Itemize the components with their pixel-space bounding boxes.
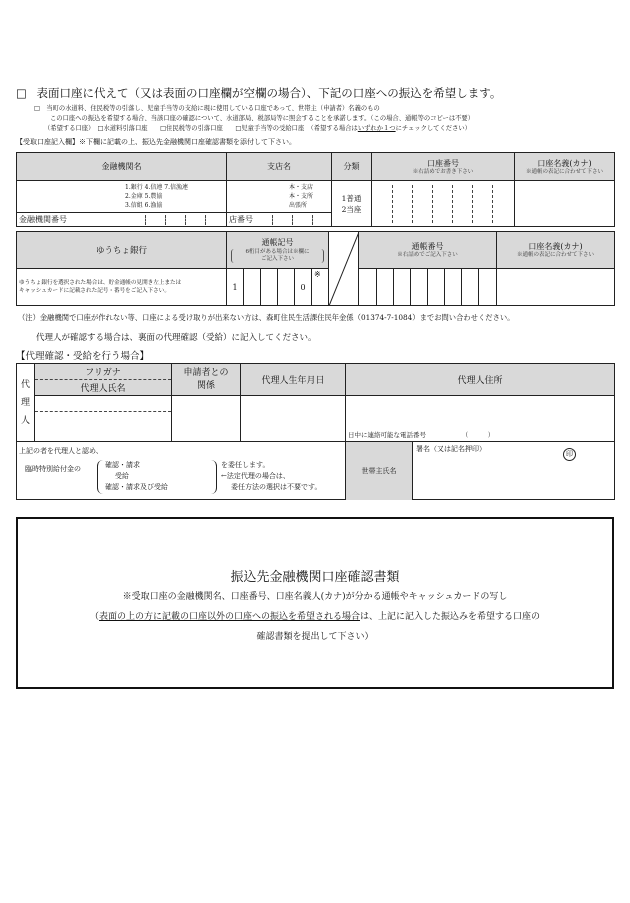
delegation-intro: 上記の者を代理人と認め、	[19, 447, 103, 455]
signature-label: 署名（又は記名押印）	[416, 445, 486, 453]
col-account-number-label: 口座番号	[427, 158, 459, 168]
col-bank-name: 金融機関名	[17, 153, 227, 181]
branch-name-field[interactable]	[227, 181, 332, 227]
birth-field[interactable]	[241, 396, 346, 442]
header-checkbox[interactable]: □	[16, 86, 27, 100]
account-type-1: 1普通	[341, 193, 362, 203]
proxy-side-label-3: 人	[20, 415, 30, 426]
confirm-box-line-2-suffix: は、上記に記入した振込みを希望する口座の	[360, 612, 541, 622]
yucho-col-number	[359, 232, 497, 269]
yucho-number-divider-5	[444, 269, 445, 306]
proxy-heading: 【代理確認・受給を行う場合】	[16, 351, 150, 362]
bank-account-table	[16, 152, 615, 227]
confirm-box-line-2	[18, 609, 612, 622]
yucho-number-divider-1	[376, 269, 377, 306]
yucho-asterisk: ※	[314, 270, 321, 279]
confirm-box-line-1: ※受取口座の金融機関名、口座番号、口座名義人(カナ)が分かる通帳やキャッシュカードの写し	[122, 592, 508, 602]
yucho-number-divider-2	[393, 269, 394, 306]
note-line-1: □ 当町の水道料、住民税等の引落し、児童手当等の支給に現に使用している口座であって、世帯主（申請者）名義のもの	[34, 105, 380, 112]
branch-code-row[interactable]	[227, 212, 331, 226]
yucho-number-field[interactable]	[359, 269, 497, 306]
proxy-side-label-1: 代	[20, 379, 30, 390]
bank-name-field[interactable]	[17, 181, 227, 227]
yucho-number-divider-7	[478, 269, 479, 306]
account-holder-field[interactable]	[515, 181, 615, 227]
yucho-number-divider-6	[461, 269, 462, 306]
account-type-2: 2当座	[341, 204, 362, 214]
account-digit-divider-2	[412, 185, 413, 223]
yucho-diagonal-cell	[329, 232, 359, 306]
phone-label: 日中に連絡可能な電話番号 （ ）	[348, 431, 495, 439]
footnote-line-1: （注）金融機関で口座が作れない等、口座による受け取りが出来ない方は、森町住民生活課住民年金係（01374-7-1084）までお問い合わせください。	[18, 313, 515, 322]
col-account-number	[372, 153, 515, 181]
yucho-symbol-digit-2[interactable]	[244, 269, 261, 306]
bank-code-divider-4	[205, 215, 206, 225]
yucho-col-holder-label: 口座名義(カナ)	[528, 242, 583, 251]
bank-code-label: 金融機関番号	[19, 215, 67, 224]
account-digit-divider-4	[452, 185, 453, 223]
col-account-number-note: ※右詰めでお書き下さい	[412, 168, 474, 175]
furigana-label: フリガナ	[35, 364, 172, 380]
yucho-bank-label: ゆうちょ銀行	[17, 232, 227, 269]
account-digit-divider-1	[392, 185, 393, 223]
account-type-field[interactable]	[332, 181, 372, 227]
bank-code-divider-3	[185, 215, 186, 225]
note-line-2: この口座への振込を希望する場合、当該口座の確認について、水道部局、税部局等に照会することを承諾します。（この場合、通帳等のコピーは不要）	[50, 115, 475, 122]
note-line-3	[44, 123, 471, 132]
confirm-box-line-2-prefix: （	[89, 612, 99, 622]
address-field[interactable]	[346, 396, 615, 442]
header-title	[16, 85, 501, 101]
proxy-name-field[interactable]	[35, 412, 172, 442]
head-of-household-label: 世帯主氏名	[346, 442, 413, 500]
yucho-table	[16, 231, 615, 306]
furigana-field[interactable]	[35, 396, 172, 412]
yucho-number-divider-4	[427, 269, 428, 306]
confirm-document-box	[16, 517, 614, 689]
col-branch-name: 支店名	[227, 153, 332, 181]
receive-account-heading: 【受取口座記入欄】※下欄に記載の上、振込先金融機関口座確認書類を添付して下さい。	[16, 138, 296, 146]
branch-types-2: 本・支所	[289, 193, 314, 200]
bank-types-1: 1.銀行 4.信連 7.信漁連	[125, 184, 188, 191]
bank-code-row[interactable]	[17, 212, 226, 226]
yucho-symbol-digit-5[interactable]: 0	[295, 269, 312, 306]
account-digit-divider-5	[472, 185, 473, 223]
diagonal-slash	[329, 232, 359, 306]
note-line-3-underlined: いずれか１つ	[357, 125, 396, 132]
yucho-col-symbol-label: 通帳記号	[261, 237, 294, 247]
yucho-symbol-digit-1[interactable]: 1	[227, 269, 244, 306]
branch-code-divider-2	[292, 215, 293, 225]
branch-types-3: 出張所	[289, 202, 308, 209]
col-type: 分類	[332, 153, 372, 181]
relation-field[interactable]	[172, 396, 241, 442]
note-line-3-suffix: にチェックしてください）	[395, 125, 471, 132]
bank-types-2: 2.金庫 5.農協	[125, 193, 163, 200]
yucho-symbol-digit-3[interactable]	[261, 269, 278, 306]
proxy-table	[16, 363, 615, 500]
yucho-col-holder	[497, 232, 615, 269]
account-number-field[interactable]	[372, 181, 515, 227]
yucho-col-symbol-note: 6桁目がある場合は※欄に ご記入下さい	[231, 249, 324, 263]
yucho-symbol-digit-4[interactable]	[278, 269, 295, 306]
delegation-option-3[interactable]: 確認・請求及び受給	[105, 483, 168, 491]
delegation-text-2: ←法定代理の場合は、	[221, 472, 290, 480]
yucho-holder-field[interactable]	[497, 269, 615, 306]
yucho-col-number-label: 通帳番号	[411, 242, 444, 251]
confirm-box-line-2-underlined: 表面の上の方に記載の口座以外の口座への振込を希望される場合	[98, 612, 360, 622]
bank-types-3: 3.信組 6.漁協	[125, 202, 163, 209]
bank-code-divider-2	[165, 215, 166, 225]
proxy-side-label	[17, 364, 35, 442]
confirm-box-title: 振込先金融機関口座確認書類	[230, 570, 400, 585]
yucho-col-holder-note: ※通帳の表記に合わせて下さい	[517, 252, 595, 258]
branch-code-label: 店番号	[229, 215, 253, 224]
yucho-symbol-digit-6[interactable]	[312, 269, 329, 306]
yucho-note: ゆうちょ銀行を選択された場合は、貯金通帳の見開き左上または キャッシュカードに記載された記号・番号をご記入下さい。	[17, 269, 227, 306]
address-label: 代理人住所	[346, 364, 615, 396]
signature-field[interactable]	[416, 456, 606, 496]
birth-label: 代理人生年月日	[241, 364, 346, 396]
proxy-name-label: 代理人氏名	[35, 380, 172, 396]
branch-code-divider-3	[312, 215, 313, 225]
delegation-option-2[interactable]: 受給	[115, 472, 129, 480]
delegation-option-1[interactable]: 確認・請求	[105, 461, 140, 469]
note-line-3-prefix: （希望する口座） □水道料引落口座 □住民税等の引落口座 □児童手当等の受給口座 （希望する場合は	[44, 125, 358, 132]
delegation-text-1: を委任します。	[221, 461, 270, 469]
delegation-area	[17, 442, 346, 500]
branch-code-divider-1	[272, 215, 273, 225]
account-digit-divider-6	[492, 185, 493, 223]
head-of-household-area	[346, 442, 615, 500]
bank-code-divider-1	[145, 215, 146, 225]
branch-types-1: 本・支店	[289, 184, 314, 191]
delegation-text-3: 委任方法の選択は不要です。	[231, 483, 322, 491]
seal-icon: 印	[563, 448, 576, 461]
confirm-box-line-3: 確認書類を提出して下さい）	[256, 632, 374, 642]
yucho-number-divider-3	[410, 269, 411, 306]
delegation-benefit-prefix: 臨時特別給付金の	[25, 465, 81, 473]
col-account-holder-label: 口座名義(カナ)	[537, 158, 592, 168]
yucho-col-symbol	[227, 232, 329, 269]
account-digit-divider-3	[432, 185, 433, 223]
col-account-holder-note: ※通帳の表記に合わせて下さい	[525, 168, 603, 175]
relation-label: 申請者との 関係	[172, 364, 241, 396]
col-account-holder	[515, 153, 615, 181]
footnote-line-2: 代理人が確認する場合は、裏面の代理確認（受給）に記入してください。	[36, 333, 317, 343]
proxy-side-label-2: 理	[20, 397, 30, 408]
yucho-col-number-note: ※右詰めでご記入下さい	[397, 252, 458, 258]
header-title-text: 表面口座に代えて（又は表面の口座欄が空欄の場合）、下記の口座への振込を希望します。	[36, 86, 502, 100]
